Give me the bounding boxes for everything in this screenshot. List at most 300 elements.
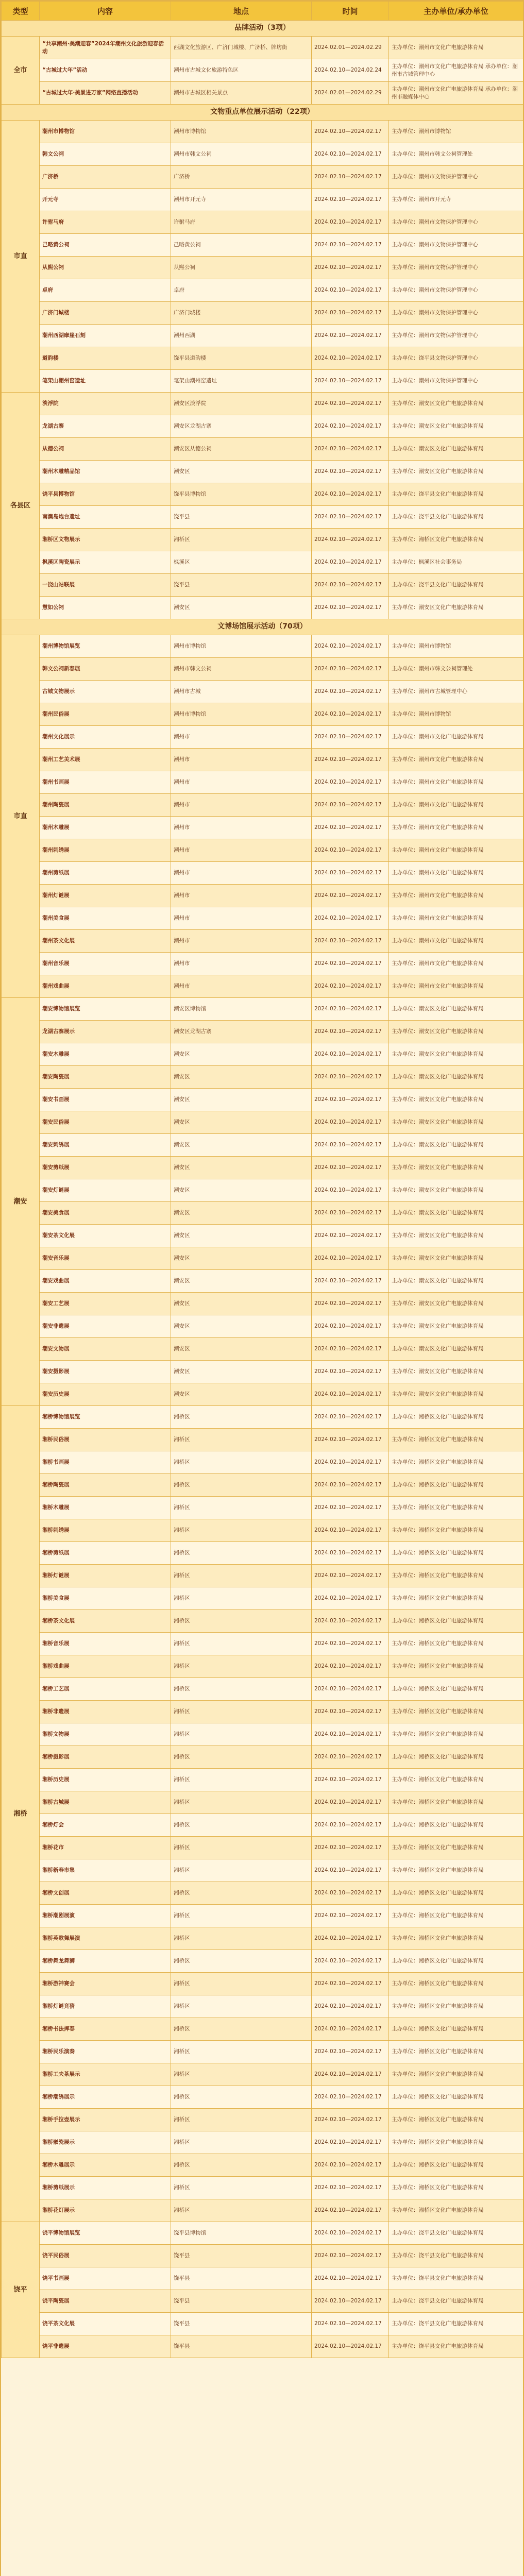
activity-venue: 湘桥区 [171, 1746, 312, 1769]
activity-organizer: 主办单位：湘桥区文化广电旅游体育局 [389, 1723, 523, 1746]
table-row [2, 1655, 523, 1678]
activity-time: 2024.02.10—2024.02.17 [312, 1837, 389, 1859]
activity-organizer: 主办单位：潮州市文化广电旅游体育局 [389, 862, 523, 885]
table-row [2, 771, 523, 794]
activity-time: 2024.02.10—2024.02.17 [312, 1542, 389, 1565]
activity-time: 2024.02.10—2024.02.17 [312, 143, 389, 166]
table-row [2, 1315, 523, 1338]
activity-content: 南澳岛炮台遗址 [40, 506, 171, 529]
table-row [2, 1066, 523, 1089]
activity-time: 2024.02.10—2024.02.24 [312, 59, 389, 82]
table-row [2, 189, 523, 211]
table-row [2, 1157, 523, 1179]
table-row [2, 839, 523, 862]
activity-time: 2024.02.10—2024.02.17 [312, 2245, 389, 2267]
table-row [2, 1610, 523, 1633]
table-row [2, 415, 523, 438]
activity-content: 湘桥花灯展示 [40, 2199, 171, 2222]
activity-venue: 卓府 [171, 279, 312, 302]
activity-venue: 潮安区 [171, 1134, 312, 1157]
activity-organizer: 主办单位：湘桥区文化广电旅游体育局 [389, 2131, 523, 2154]
activity-content: 湘桥工艺展 [40, 1678, 171, 1701]
table-row [2, 1021, 523, 1043]
activity-organizer: 主办单位：饶平县文化广电旅游体育局 [389, 2245, 523, 2267]
activity-organizer: 主办单位：饶平县文化广电旅游体育局 [389, 2313, 523, 2335]
activity-organizer: 主办单位：潮州市文物保护管理中心 [389, 302, 523, 325]
table-row [2, 257, 523, 279]
table-row [2, 2199, 523, 2222]
activity-venue: 湘桥区 [171, 2199, 312, 2222]
activity-venue: 潮州市古城文化旅游特色区 [171, 59, 312, 82]
activity-content: 湘桥民俗展 [40, 1429, 171, 1451]
activity-organizer: 主办单位：潮安区文化广电旅游体育局 [389, 597, 523, 619]
activity-time: 2024.02.10—2024.02.17 [312, 2131, 389, 2154]
activity-venue: 饶平县 [171, 506, 312, 529]
activity-venue: 饶平县 [171, 574, 312, 597]
activity-venue: 湘桥区 [171, 2177, 312, 2199]
activity-venue: 饶平县博物馆 [171, 483, 312, 506]
table-row [2, 681, 523, 703]
activity-time: 2024.02.10—2024.02.17 [312, 2109, 389, 2131]
activity-time: 2024.02.10—2024.02.17 [312, 1361, 389, 1383]
activity-venue: 潮州市博物馆 [171, 703, 312, 726]
activity-venue: 潮州西湖 [171, 325, 312, 347]
activity-organizer: 主办单位：潮安区文化广电旅游体育局 [389, 1270, 523, 1293]
activity-organizer: 主办单位：湘桥区文化广电旅游体育局 [389, 2177, 523, 2199]
activity-content: 湘桥古城展 [40, 1791, 171, 1814]
activity-venue: 饶平县 [171, 2313, 312, 2335]
table-row [2, 1361, 523, 1383]
header-venue: 地点 [171, 2, 312, 21]
activity-organizer: 主办单位：潮安区文化广电旅游体育局 [389, 1043, 523, 1066]
activity-content: 潮州灯谜展 [40, 885, 171, 907]
activity-venue: 湘桥区 [171, 1859, 312, 1882]
activity-time: 2024.02.10—2024.02.17 [312, 635, 389, 658]
table-row [2, 1746, 523, 1769]
table-row [2, 551, 523, 574]
activity-venue: 湘桥区 [171, 1678, 312, 1701]
activity-time: 2024.02.10—2024.02.17 [312, 302, 389, 325]
table-row [2, 1859, 523, 1882]
activity-venue: 湘桥区 [171, 1927, 312, 1950]
activity-time: 2024.02.10—2024.02.17 [312, 597, 389, 619]
table-row [2, 726, 523, 749]
activity-organizer: 主办单位：潮州市文化广电旅游体育局 [389, 885, 523, 907]
activity-organizer: 主办单位：湘桥区文化广电旅游体育局 [389, 2109, 523, 2131]
activity-organizer: 主办单位：饶平县文物保护管理中心 [389, 347, 523, 370]
table-row [2, 1882, 523, 1905]
activity-organizer: 主办单位：饶平县文化广电旅游体育局 [389, 483, 523, 506]
activity-time: 2024.02.10—2024.02.17 [312, 1814, 389, 1837]
activity-time: 2024.02.10—2024.02.17 [312, 1882, 389, 1905]
table-row [2, 393, 523, 415]
activity-organizer: 主办单位：潮州市文化广电旅游体育局 [389, 817, 523, 839]
activity-organizer: 主办单位：潮安区文化广电旅游体育局 [389, 1315, 523, 1338]
activity-organizer: 主办单位：潮安区文化广电旅游体育局 [389, 393, 523, 415]
table-row [2, 1769, 523, 1791]
activity-organizer: 主办单位：潮州市文化广电旅游体育局 承办单位：潮州市古城管理中心 [389, 59, 523, 82]
section-title: 文博场馆展示活动（70项） [2, 619, 523, 635]
activity-venue: 潮州市 [171, 749, 312, 771]
activity-content: 潮安刺绣展 [40, 1134, 171, 1157]
activity-organizer: 主办单位：潮州市文化广电旅游体育局 [389, 749, 523, 771]
activity-time: 2024.02.10—2024.02.17 [312, 234, 389, 257]
table-row [2, 1995, 523, 2018]
activity-content: 潮安民俗展 [40, 1111, 171, 1134]
activity-venue: 湘桥区 [171, 1995, 312, 2018]
activity-venue: 潮州市古城 [171, 681, 312, 703]
activity-content: 潮州木雕精品馆 [40, 461, 171, 483]
activity-content: 湘桥美食展 [40, 1587, 171, 1610]
activity-venue: 潮州市 [171, 771, 312, 794]
table-row [2, 1633, 523, 1655]
table-row [2, 2313, 523, 2335]
activity-time: 2024.02.10—2024.02.17 [312, 1202, 389, 1225]
activity-organizer: 主办单位：潮州市文物保护管理中心 [389, 234, 523, 257]
activity-time: 2024.02.10—2024.02.17 [312, 1859, 389, 1882]
activity-content: 慧如公祠 [40, 597, 171, 619]
activity-organizer: 主办单位：湘桥区文化广电旅游体育局 [389, 1882, 523, 1905]
activity-venue: 湘桥区 [171, 2131, 312, 2154]
activity-time: 2024.02.10—2024.02.17 [312, 771, 389, 794]
activity-content: 龙湖古寨展示 [40, 1021, 171, 1043]
table-row [2, 2222, 523, 2245]
activity-organizer: 主办单位：湘桥区文化广电旅游体育局 [389, 1474, 523, 1497]
table-row [2, 2177, 523, 2199]
activity-content: 湘桥木雕展 [40, 1497, 171, 1519]
activity-venue: 潮安区 [171, 1338, 312, 1361]
activity-organizer: 主办单位：潮安区文化广电旅游体育局 [389, 1202, 523, 1225]
activity-organizer: 主办单位：潮州市文物保护管理中心 [389, 370, 523, 393]
header-category: 类型 [2, 2, 40, 21]
activity-content: 湘桥花市 [40, 1837, 171, 1859]
table-row [2, 1973, 523, 1995]
activity-content: 饶平茶文化展 [40, 2313, 171, 2335]
table-row [2, 953, 523, 975]
activity-venue: 湘桥区 [171, 2018, 312, 2041]
activity-content: 潮安茶文化展 [40, 1225, 171, 1247]
activity-time: 2024.02.10—2024.02.17 [312, 1225, 389, 1247]
activity-time: 2024.02.10—2024.02.17 [312, 551, 389, 574]
activity-venue: 湘桥区 [171, 2063, 312, 2086]
activity-content: 潮州西湖摩崖石刻 [40, 325, 171, 347]
table-row [2, 1701, 523, 1723]
table-row [2, 37, 523, 59]
activity-content: 饶平非遗展 [40, 2335, 171, 2358]
activity-organizer: 主办单位：湘桥区文化广电旅游体育局 [389, 1451, 523, 1474]
activity-organizer: 主办单位：潮安区文化广电旅游体育局 [389, 1247, 523, 1270]
activity-time: 2024.02.10—2024.02.17 [312, 817, 389, 839]
activity-organizer: 主办单位：饶平县文化广电旅游体育局 [389, 2335, 523, 2358]
activity-content: 潮州市博物馆 [40, 121, 171, 143]
activity-content: 湘桥舞龙舞狮 [40, 1950, 171, 1973]
activity-time: 2024.02.10—2024.02.17 [312, 998, 389, 1021]
activity-content: 湘桥区文物展示 [40, 529, 171, 551]
activity-time: 2024.02.10—2024.02.17 [312, 2313, 389, 2335]
activity-time: 2024.02.10—2024.02.17 [312, 1315, 389, 1338]
table-row [2, 1338, 523, 1361]
table-body [2, 21, 523, 2358]
activity-venue: 湘桥区 [171, 1497, 312, 1519]
activity-organizer: 主办单位：饶平县文化广电旅游体育局 [389, 2290, 523, 2313]
activity-content: 潮州民俗展 [40, 703, 171, 726]
activity-organizer: 主办单位：潮安区文化广电旅游体育局 [389, 1293, 523, 1315]
table-row [2, 2267, 523, 2290]
activity-content: 湘桥茶文化展 [40, 1610, 171, 1633]
activity-venue: 潮安区 [171, 1202, 312, 1225]
activity-content: 湘桥灯谜展 [40, 1565, 171, 1587]
activity-venue: 潮州市 [171, 975, 312, 998]
activity-venue: 从熙公祠 [171, 257, 312, 279]
activity-venue: 枫溪区 [171, 551, 312, 574]
activity-venue: 潮州市 [171, 953, 312, 975]
activity-time: 2024.02.10—2024.02.17 [312, 1905, 389, 1927]
activity-venue: 潮安区 [171, 1157, 312, 1179]
activity-content: 广济桥 [40, 166, 171, 189]
activity-organizer: 主办单位：饶平县文化广电旅游体育局 [389, 574, 523, 597]
activity-organizer: 主办单位：潮安区文化广电旅游体育局 [389, 1225, 523, 1247]
activity-content: 湘桥灯谜竞猜 [40, 1995, 171, 2018]
table-row [2, 1814, 523, 1837]
activity-organizer: 主办单位：潮安区文化广电旅游体育局 [389, 415, 523, 438]
activity-organizer: 主办单位：湘桥区文化广电旅游体育局 [389, 1859, 523, 1882]
activity-venue: 潮安区 [171, 1293, 312, 1315]
table-row [2, 658, 523, 681]
activity-organizer: 主办单位：潮安区文化广电旅游体育局 [389, 1179, 523, 1202]
activity-time: 2024.02.10—2024.02.17 [312, 1293, 389, 1315]
activity-venue: 潮安区 [171, 597, 312, 619]
activity-venue: 潮安区 [171, 1315, 312, 1338]
activity-time: 2024.02.10—2024.02.17 [312, 749, 389, 771]
activity-venue: 潮州市古城区相关景点 [171, 82, 312, 105]
activity-venue: 潮安区 [171, 1361, 312, 1383]
activity-content: 潮州博物馆展览 [40, 635, 171, 658]
activity-time: 2024.02.10—2024.02.17 [312, 1157, 389, 1179]
activity-content: 潮州音乐展 [40, 953, 171, 975]
activity-time: 2024.02.10—2024.02.17 [312, 1769, 389, 1791]
activity-time: 2024.02.10—2024.02.17 [312, 325, 389, 347]
activity-time: 2024.02.10—2024.02.17 [312, 1995, 389, 2018]
table-row [2, 749, 523, 771]
activity-time: 2024.02.10—2024.02.17 [312, 1723, 389, 1746]
activity-content: “古城过大年·美景进万家”网络直播活动 [40, 82, 171, 105]
activity-content: 饶平民俗展 [40, 2245, 171, 2267]
activity-time: 2024.02.10—2024.02.17 [312, 1179, 389, 1202]
activity-venue: 湘桥区 [171, 2086, 312, 2109]
activity-organizer: 主办单位：潮安区文化广电旅游体育局 [389, 1383, 523, 1406]
activity-venue: 潮州市 [171, 839, 312, 862]
activity-organizer: 主办单位：潮安区文化广电旅游体育局 [389, 1338, 523, 1361]
activity-time: 2024.02.10—2024.02.17 [312, 1746, 389, 1769]
activity-venue: 许驸马府 [171, 211, 312, 234]
activity-organizer: 主办单位：湘桥区文化广电旅游体育局 [389, 2018, 523, 2041]
activity-time: 2024.02.10—2024.02.17 [312, 885, 389, 907]
activity-content: 湘桥书画展 [40, 1451, 171, 1474]
table-row [2, 2154, 523, 2177]
activity-content: 潮安书画展 [40, 1089, 171, 1111]
activity-content: 湘桥文创展 [40, 1882, 171, 1905]
activity-organizer: 主办单位：湘桥区文化广电旅游体育局 [389, 2154, 523, 2177]
activity-time: 2024.02.10—2024.02.17 [312, 1089, 389, 1111]
activity-venue: 饶平县道韵楼 [171, 347, 312, 370]
activity-venue: 潮州市 [171, 794, 312, 817]
activity-time: 2024.02.10—2024.02.17 [312, 1270, 389, 1293]
activity-time: 2024.02.10—2024.02.17 [312, 1587, 389, 1610]
activity-organizer: 主办单位：湘桥区文化广电旅游体育局 [389, 1905, 523, 1927]
table-row [2, 1474, 523, 1497]
activity-content: 湘桥非遗展 [40, 1701, 171, 1723]
activity-time: 2024.02.10—2024.02.17 [312, 1021, 389, 1043]
activity-organizer: 主办单位：湘桥区文化广电旅游体育局 [389, 1973, 523, 1995]
activity-content: 湘桥音乐展 [40, 1633, 171, 1655]
activity-time: 2024.02.10—2024.02.17 [312, 953, 389, 975]
activity-content: 道韵楼 [40, 347, 171, 370]
activity-content: 潮安摄影展 [40, 1361, 171, 1383]
activity-time: 2024.02.10—2024.02.17 [312, 461, 389, 483]
activity-venue: 潮安区 [171, 1179, 312, 1202]
section-title: 品牌活动（3项） [2, 21, 523, 37]
table-row [2, 279, 523, 302]
activity-venue: 潮州市博物馆 [171, 635, 312, 658]
activity-time: 2024.02.10—2024.02.17 [312, 2177, 389, 2199]
activity-content: 湘桥刺绣展 [40, 1519, 171, 1542]
activity-time: 2024.02.10—2024.02.17 [312, 166, 389, 189]
table-row [2, 1791, 523, 1814]
activity-organizer: 主办单位：湘桥区文化广电旅游体育局 [389, 1406, 523, 1429]
activity-venue: 湘桥区 [171, 1973, 312, 1995]
table-row [2, 975, 523, 998]
activity-content: 湘桥摄影展 [40, 1746, 171, 1769]
table-row [2, 1678, 523, 1701]
table-row [2, 121, 523, 143]
table-row [2, 998, 523, 1021]
activity-venue: 湘桥区 [171, 1791, 312, 1814]
table-row [2, 1247, 523, 1270]
activity-content: 湘桥英歌舞展演 [40, 1927, 171, 1950]
activity-time: 2024.02.10—2024.02.17 [312, 1429, 389, 1451]
table-row [2, 325, 523, 347]
activity-organizer: 主办单位：潮安区文化广电旅游体育局 [389, 438, 523, 461]
activity-content: 湘桥新春市集 [40, 1859, 171, 1882]
activity-venue: 潮安区 [171, 1383, 312, 1406]
activity-venue: 湘桥区 [171, 1406, 312, 1429]
activity-time: 2024.02.10—2024.02.17 [312, 2335, 389, 2358]
activity-organizer: 主办单位：饶平县文化广电旅游体育局 [389, 2267, 523, 2290]
activity-content: 湘桥手拉壶展示 [40, 2109, 171, 2131]
activity-content: 淡浮院 [40, 393, 171, 415]
activity-venue: 潮安区 [171, 1089, 312, 1111]
activity-content: 潮州戏曲展 [40, 975, 171, 998]
table-row [2, 1043, 523, 1066]
activity-content: 潮州木雕展 [40, 817, 171, 839]
activity-content: 湘桥书法挥春 [40, 2018, 171, 2041]
table-row [2, 794, 523, 817]
activity-content: 潮安历史展 [40, 1383, 171, 1406]
activity-organizer: 主办单位：潮州市文化广电旅游体育局 [389, 975, 523, 998]
activity-content: 潮州文化展示 [40, 726, 171, 749]
activity-content: 湘桥陶瓷展 [40, 1474, 171, 1497]
activity-time: 2024.02.10—2024.02.17 [312, 1406, 389, 1429]
activity-venue: 潮安区 [171, 1066, 312, 1089]
activity-content: 湘桥博物馆展览 [40, 1406, 171, 1429]
activity-time: 2024.02.10—2024.02.17 [312, 370, 389, 393]
activity-time: 2024.02.10—2024.02.17 [312, 2086, 389, 2109]
table-header-row [2, 2, 523, 21]
table-row [2, 1542, 523, 1565]
activity-content: 枫溪区陶瓷展示 [40, 551, 171, 574]
activity-organizer: 主办单位：湘桥区文化广电旅游体育局 [389, 1701, 523, 1723]
activity-time: 2024.02.10—2024.02.17 [312, 2222, 389, 2245]
activity-content: 潮安音乐展 [40, 1247, 171, 1270]
activity-organizer: 主办单位：湘桥区文化广电旅游体育局 [389, 1542, 523, 1565]
table-row [2, 370, 523, 393]
activity-venue: 湘桥区 [171, 1565, 312, 1587]
activity-organizer: 主办单位：潮州市文物保护管理中心 [389, 166, 523, 189]
activity-content: 湘桥文物展 [40, 1723, 171, 1746]
activity-time: 2024.02.01—2024.02.29 [312, 37, 389, 59]
activity-venue: 潮州市开元寺 [171, 189, 312, 211]
category-cell: 饶平 [2, 2222, 40, 2358]
activity-time: 2024.02.10—2024.02.17 [312, 2154, 389, 2177]
activity-content: 潮州美食展 [40, 907, 171, 930]
activity-organizer: 主办单位：湘桥区文化广电旅游体育局 [389, 1927, 523, 1950]
activity-time: 2024.02.10—2024.02.17 [312, 794, 389, 817]
activity-time: 2024.02.10—2024.02.17 [312, 1633, 389, 1655]
activity-content: 从德公祠 [40, 438, 171, 461]
activity-venue: 潮安区龙湖古寨 [171, 1021, 312, 1043]
table-row [2, 2335, 523, 2358]
activity-content: 湘桥剪纸展示 [40, 2177, 171, 2199]
activity-venue: 饶平县 [171, 2245, 312, 2267]
activity-time: 2024.02.01—2024.02.29 [312, 82, 389, 105]
activity-venue: 湘桥区 [171, 2154, 312, 2177]
activity-organizer: 主办单位：潮州市开元寺 [389, 189, 523, 211]
activity-content: 龙湖古寨 [40, 415, 171, 438]
activity-organizer: 主办单位：湘桥区文化广电旅游体育局 [389, 2041, 523, 2063]
activity-organizer: 主办单位：潮州市博物馆 [389, 635, 523, 658]
activity-time: 2024.02.10—2024.02.17 [312, 1451, 389, 1474]
activity-time: 2024.02.10—2024.02.17 [312, 1950, 389, 1973]
activity-venue: 湘桥区 [171, 1950, 312, 1973]
activity-venue: 潮州市博物馆 [171, 121, 312, 143]
activity-organizer: 主办单位：潮州市文物保护管理中心 [389, 279, 523, 302]
activity-venue: 广济桥 [171, 166, 312, 189]
section-row [2, 105, 523, 121]
activity-time: 2024.02.10—2024.02.17 [312, 1973, 389, 1995]
activity-organizer: 主办单位：湘桥区文化广电旅游体育局 [389, 1633, 523, 1655]
activity-organizer: 主办单位：潮安区文化广电旅游体育局 [389, 1089, 523, 1111]
table-row [2, 1089, 523, 1111]
activity-organizer: 主办单位：潮州市文化广电旅游体育局 [389, 771, 523, 794]
table-row [2, 1587, 523, 1610]
activity-venue: 潮州市 [171, 885, 312, 907]
activity-venue: 湘桥区 [171, 1429, 312, 1451]
activity-time: 2024.02.10—2024.02.17 [312, 658, 389, 681]
activity-content: 韩文公祠 [40, 143, 171, 166]
activity-venue: 湘桥区 [171, 1814, 312, 1837]
table-row [2, 461, 523, 483]
table-row [2, 82, 523, 105]
activity-venue: 湘桥区 [171, 1723, 312, 1746]
activity-content: 潮州书画展 [40, 771, 171, 794]
activity-venue: 湘桥区 [171, 2109, 312, 2131]
table-row [2, 2086, 523, 2109]
activity-organizer: 主办单位：湘桥区文化广电旅游体育局 [389, 1497, 523, 1519]
table-row [2, 1451, 523, 1474]
activity-time: 2024.02.10—2024.02.17 [312, 211, 389, 234]
table-row [2, 1293, 523, 1315]
activity-time: 2024.02.10—2024.02.17 [312, 2041, 389, 2063]
